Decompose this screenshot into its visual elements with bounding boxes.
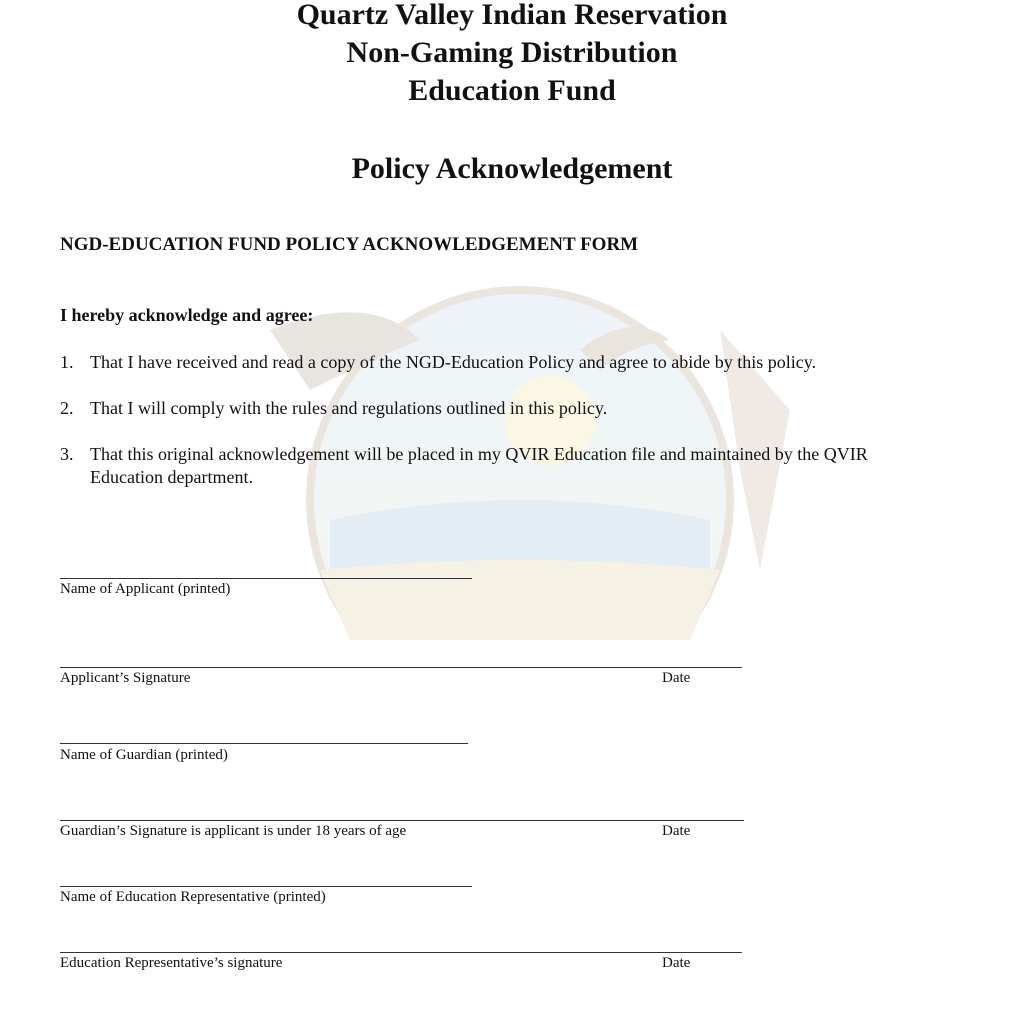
applicant-signature-label: Applicant’s Signature <box>60 670 191 686</box>
form-title: NGD-EDUCATION FUND POLICY ACKNOWLEDGEMENT FORM <box>60 234 639 255</box>
guardian-signature-label: Guardian’s Signature is applicant is under 18 years of age <box>60 823 407 839</box>
guardian-date-label: Date <box>662 823 691 839</box>
list-item-number: 1. <box>60 352 74 372</box>
list-item-text: That this original acknowledgement will be placed in my QVIR Education file and maintained by the QVIR <box>90 444 868 464</box>
acknowledgement-intro: I hereby acknowledge and agree: <box>60 305 314 325</box>
applicant-name-label: Name of Applicant (printed) <box>60 581 231 597</box>
list-item-number: 3. <box>60 444 74 464</box>
rep-name-line[interactable] <box>60 886 472 887</box>
list-item-number: 2. <box>60 398 74 418</box>
rep-date-label: Date <box>662 955 691 971</box>
applicant-name-line[interactable] <box>60 578 472 579</box>
rep-signature-label: Education Representative’s signature <box>60 955 283 971</box>
rep-name-label: Name of Education Representative (printed) <box>60 889 326 905</box>
list-item-text-continued: Education department. <box>90 467 253 487</box>
applicant-signature-line[interactable] <box>60 667 742 668</box>
guardian-signature-line[interactable] <box>60 820 744 821</box>
list-item <box>60 397 960 421</box>
rep-signature-line[interactable] <box>60 952 742 953</box>
list-item <box>60 351 960 375</box>
program-title: Non-Gaming Distribution <box>346 36 678 69</box>
reservation-title: Quartz Valley Indian Reservation <box>296 0 728 31</box>
list-item-text: That I have received and read a copy of the NGD-Education Policy and agree to abide by this policy. <box>90 352 817 372</box>
fund-title: Education Fund <box>408 74 616 107</box>
guardian-name-line[interactable] <box>60 743 468 744</box>
list-item-text: That I will comply with the rules and regulations outlined in this policy. <box>90 398 608 418</box>
applicant-date-label: Date <box>662 670 691 686</box>
document-subtitle: Policy Acknowledgement <box>351 152 673 185</box>
guardian-name-label: Name of Guardian (printed) <box>60 747 228 763</box>
list-item <box>60 443 980 491</box>
